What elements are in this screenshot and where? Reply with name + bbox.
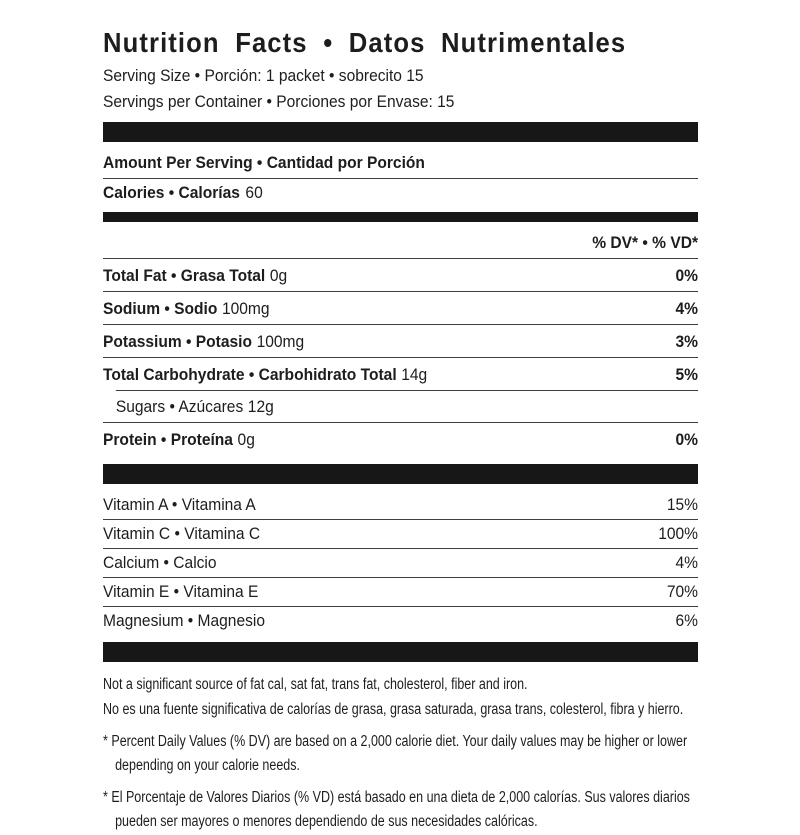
divider-bar-middle — [103, 464, 698, 484]
vitamin-row-calcium — [103, 549, 698, 578]
nutrient-dv: 3% — [675, 332, 699, 351]
nutrition-facts-label — [103, 28, 698, 835]
nutrient-amount: 0g — [269, 266, 288, 285]
nutrient-text — [103, 430, 255, 450]
divider-bar-top — [103, 122, 698, 142]
amount-per-serving-heading: Amount Per Serving • Cantidad por Porción — [103, 149, 698, 179]
nutrient-label: Sugars • Azúcares — [115, 397, 244, 416]
footnote-not-significant-es: No es una fuente significativa de calorías de grasa, grasa saturada, grasa trans, colesterol, fibra y hierro. — [103, 701, 684, 718]
vitamin-row-vitamin-a — [103, 491, 698, 520]
vitamin-label: Magnesium • Magnesio — [103, 611, 266, 630]
nutrient-text — [103, 332, 304, 352]
asterisk-marker: * — [103, 733, 108, 750]
label-title: Nutrition Facts • Datos Nutrimentales — [103, 27, 627, 58]
nutrient-dv: 0% — [675, 266, 699, 285]
divider-bar-calories — [103, 212, 698, 222]
footnotes — [103, 673, 698, 834]
asterisk-marker: * — [103, 789, 108, 806]
vitamin-dv: 6% — [675, 611, 699, 630]
nutrient-dv: 5% — [675, 365, 699, 384]
nutrient-row-sugars — [103, 390, 698, 423]
nutrient-amount: 0g — [237, 430, 255, 449]
nutrient-label: Potassium • Potasio — [103, 332, 253, 351]
nutrient-amount: 100mg — [221, 299, 270, 318]
calories-row — [103, 179, 698, 208]
vitamin-dv: 15% — [666, 495, 699, 514]
nutrient-label: Sodium • Sodio — [103, 299, 218, 318]
footnote-dv-note-en — [103, 730, 698, 778]
nutrient-dv: 4% — [675, 299, 699, 318]
vitamin-row-vitamin-c — [103, 520, 698, 549]
vitamin-dv: 4% — [675, 553, 699, 572]
vitamin-row-magnesium — [103, 607, 698, 635]
nutrient-text — [116, 397, 274, 417]
footnote-text: El Porcentaje de Valores Diarios (% VD) está basado en una dieta de 2,000 calorías. Sus valores diarios pueden ser mayores o menores dependiendo de sus necesidades calóricas. — [111, 789, 690, 830]
nutrient-label: Total Fat • Grasa Total — [103, 266, 266, 285]
nutrient-row-sodium — [103, 292, 698, 325]
nutrient-label: Total Carbohydrate • Carbohidrato Total — [103, 365, 397, 384]
vitamin-label: Vitamin A • Vitamina A — [103, 495, 256, 514]
nutrient-amount: 12g — [247, 397, 274, 416]
footnote-text: Percent Daily Values (% DV) are based on a 2,000 calorie diet. Your daily values may be higher or lower depending on your calorie needs. — [111, 733, 688, 774]
footnote-dv-note-es — [103, 786, 698, 834]
vitamin-label: Calcium • Calcio — [103, 553, 217, 572]
divider-bar-bottom — [103, 642, 698, 662]
calories-value: 60 — [245, 183, 263, 202]
nutrient-row-potassium — [103, 325, 698, 358]
nutrient-amount: 100mg — [256, 332, 305, 351]
nutrient-amount: 14g — [401, 365, 428, 384]
daily-value-header: % DV* • % VD* — [103, 228, 698, 259]
servings-per-container-line: Servings per Container • Porciones por Envase: 15 — [103, 92, 455, 111]
vitamin-label: Vitamin C • Vitamina C — [103, 524, 261, 543]
nutrient-label: Protein • Proteína — [103, 430, 233, 449]
nutrient-row-protein — [103, 423, 698, 455]
nutrient-row-total-carbohydrate — [103, 358, 698, 390]
footnote-not-significant-en: Not a significant source of fat cal, sat fat, trans fat, cholesterol, fiber and iron. — [103, 676, 528, 693]
vitamin-dv: 100% — [658, 524, 699, 543]
calories-label: Calories • Calorías — [103, 183, 240, 202]
vitamin-row-vitamin-e — [103, 578, 698, 607]
vitamin-dv: 70% — [666, 582, 699, 601]
nutrient-row-total-fat — [103, 259, 698, 292]
nutrient-text — [103, 299, 270, 319]
serving-size-line: Serving Size • Porción: 1 packet • sobrecito 15 — [103, 66, 424, 85]
vitamin-label: Vitamin E • Vitamina E — [103, 582, 259, 601]
nutrient-text — [103, 266, 287, 286]
nutrient-dv: 0% — [675, 430, 699, 449]
nutrient-text — [103, 365, 427, 385]
